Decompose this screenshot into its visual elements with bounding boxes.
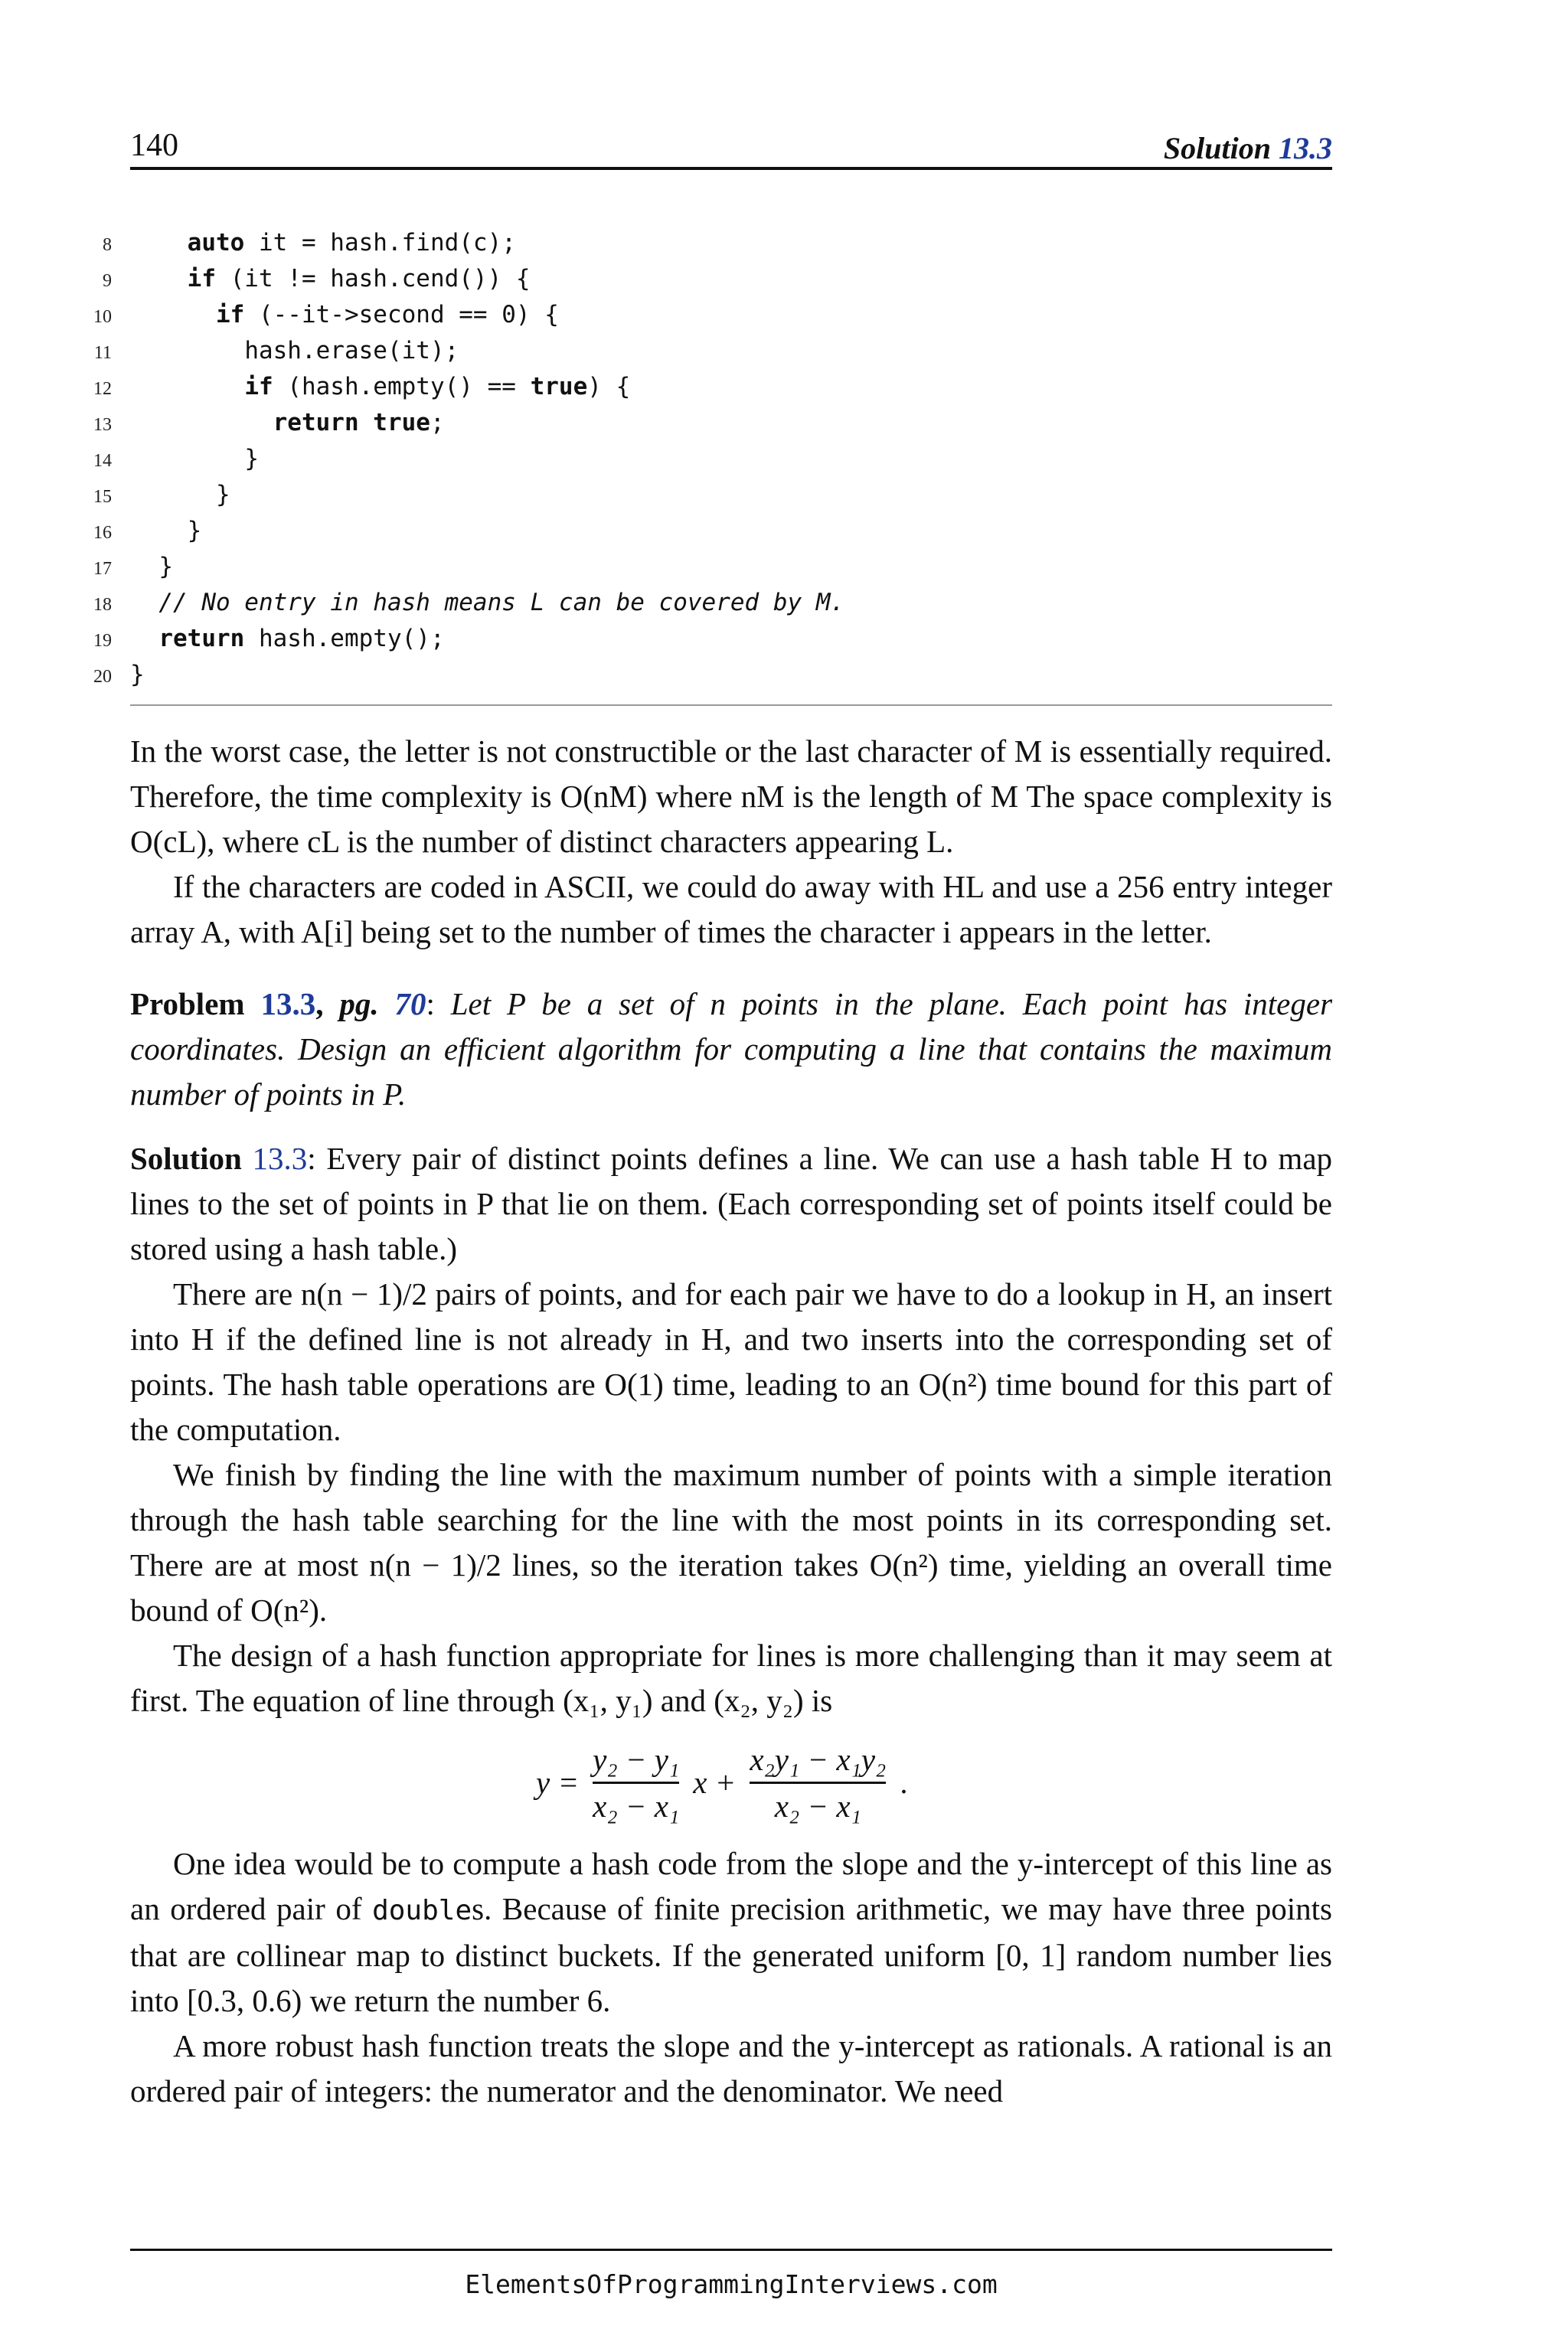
- code-text: (hash.empty() ==: [273, 373, 531, 400]
- code-line: [103, 225, 1332, 261]
- running-title-ref-link[interactable]: 13.3: [1279, 131, 1332, 165]
- problem-page-link[interactable]: 70: [394, 986, 426, 1021]
- running-title: [1164, 130, 1332, 166]
- footer-divider: [130, 2249, 1332, 2251]
- code-text: ) {: [587, 373, 631, 400]
- code-keyword: auto: [187, 229, 245, 256]
- code-divider: [130, 704, 1332, 706]
- code-text: }: [130, 661, 145, 688]
- fraction-denominator: x₂ − x₁: [593, 1788, 680, 1824]
- fraction-numerator: x₂y₁ − x₁y₂: [750, 1741, 887, 1777]
- equation-fraction-intercept: [750, 1741, 886, 1824]
- problem-pg-label: pg.: [339, 986, 379, 1021]
- paragraph-text: s. Because of finite precision arithmetic, we may have three points that are collinear map to distinct buckets. If the generated uniform [0, 1] random number lies into [0.3, 0.6) we return the number 6.: [130, 1891, 1333, 2018]
- fraction-bar: [750, 1782, 886, 1784]
- code-text: it = hash.find(c);: [244, 229, 516, 256]
- code-keyword: return: [273, 409, 359, 436]
- line-number: 19: [93, 631, 112, 651]
- footer-site-link[interactable]: ElementsOfProgrammingInterviews.com: [465, 2269, 998, 2299]
- code-keyword: if: [244, 373, 273, 400]
- code-text: (it != hash.cend()) {: [215, 265, 531, 292]
- code-text: }: [215, 481, 230, 508]
- paragraph: In the worst case, the letter is not constructible or the last character of M is essentially required. Therefore, the time complexity is O(nM) where nM is the length of M The space complexity is O(cL), where cL is the number of distinct characters appearing L.: [130, 733, 1332, 859]
- code-listing: [93, 225, 1332, 693]
- line-number: 17: [93, 559, 112, 579]
- fraction-numerator: y₂ − y₁: [593, 1741, 680, 1777]
- code-text: (--it->second == 0) {: [244, 301, 559, 328]
- code-line: [93, 369, 1332, 405]
- code-keyword: true: [530, 373, 588, 400]
- line-number: 16: [93, 523, 112, 543]
- code-line: [93, 405, 1332, 441]
- line-number: 9: [103, 271, 112, 291]
- code-text: hash.erase(it);: [244, 337, 459, 364]
- paragraph-text: One idea would be to compute a hash code from the slope and the y-intercept of this line as an ordered pair of: [130, 1846, 1332, 1926]
- problem-label: Problem: [130, 986, 245, 1021]
- code-line: [93, 297, 1332, 333]
- code-line: [93, 657, 1332, 693]
- code-keyword: true: [373, 409, 430, 436]
- problem-text: Let P be a set of n points in the plane. Each point has integer coordinates. Design an efficient algorithm for computing a line that contains the maximum number of points in P.: [130, 986, 1333, 1112]
- line-number: 14: [93, 451, 112, 471]
- line-number: 10: [93, 307, 112, 327]
- line-number: 18: [93, 595, 112, 615]
- line-equation: [130, 1737, 1332, 1828]
- equation-lhs: y =: [536, 1764, 580, 1800]
- line-number: 11: [93, 343, 112, 363]
- paragraph: There are n(n − 1)/2 pairs of points, and for each pair we have to do a lookup in H, an insert into H if the defined line is not already in H, and two inserts into the corresponding set of points. The hash table operations are O(1) time, leading to an O(n²) time bound for this part of the computation.: [130, 1276, 1332, 1447]
- code-comment: // No entry in hash means L can be covered by M.: [158, 589, 845, 616]
- equation-fraction-slope: [593, 1741, 679, 1824]
- page-header: [130, 121, 1332, 170]
- solution-text: Every pair of distinct points defines a line. We can use a hash table H to map lines to the set of points in P that lie on them. (Each corresponding set of points itself could be stored using a hash table.): [130, 1141, 1333, 1266]
- line-number: 8: [103, 235, 112, 255]
- paragraph: [130, 1841, 1332, 2024]
- code-line: [103, 261, 1332, 297]
- problem-statement: Problem 13.3, pg. 70: Let P be a set of n points in the plane. Each point has integer coordinates. Design an efficient algorithm for computing a line that contains the maximum number of points in P.: [130, 986, 1333, 1112]
- code-line: [93, 441, 1332, 477]
- solution-paragraph: Solution 13.3: Every pair of distinct points defines a line. We can use a hash table H to map lines to the set of points in P that lie on them. (Each corresponding set of points itself could be stored using a hash table.): [130, 1141, 1333, 1266]
- paragraph: A more robust hash function treats the slope and the y-intercept as rationals. A rational is an ordered pair of integers: the numerator and the denominator. We need: [130, 2028, 1332, 2109]
- page-number: 140: [130, 128, 178, 163]
- code-line: [93, 621, 1332, 657]
- line-number: 12: [93, 379, 112, 399]
- body-text: [130, 729, 1332, 2114]
- code-text: }: [187, 517, 202, 544]
- code-line: [93, 477, 1332, 513]
- code-text: }: [244, 445, 259, 472]
- code-keyword: if: [215, 301, 245, 328]
- paragraph: We finish by finding the line with the maximum number of points with a simple iteration through the hash table searching for the line with the most points in its corresponding set. There are at most n(n − 1)/2 lines, so the iteration takes O(n²) time, yielding an overall time bound of O(n²).: [130, 1457, 1332, 1628]
- paragraph: The design of a hash function appropriate for lines is more challenging than it may seem at first. The equation of line through (x₁, y₁) and (x₂, y₂) is: [130, 1638, 1332, 1718]
- equation-mid: x +: [693, 1764, 737, 1800]
- code-text: hash.empty();: [244, 625, 445, 652]
- fraction-denominator: x₂ − x₁: [774, 1788, 861, 1824]
- page: [93, 0, 1333, 2352]
- code-line: [93, 513, 1332, 549]
- code-keyword: if: [187, 265, 216, 292]
- equation-period: .: [900, 1764, 908, 1800]
- code-text: ;: [430, 409, 445, 436]
- code-keyword: return: [158, 625, 245, 652]
- code-line: [93, 585, 1332, 621]
- line-number: 15: [93, 487, 112, 507]
- problem-ref-link[interactable]: 13.3: [260, 986, 316, 1021]
- paragraph: If the characters are coded in ASCII, we could do away with HL and use a 256 entry integer array A, with A[i] being set to the number of times the character i appears in the letter.: [130, 869, 1332, 949]
- code-text: }: [158, 553, 173, 580]
- code-line: [93, 333, 1332, 369]
- code-line: [93, 549, 1332, 585]
- line-number: 13: [93, 415, 112, 435]
- solution-ref-link[interactable]: 13.3: [252, 1141, 308, 1176]
- fraction-bar: [593, 1782, 679, 1784]
- line-number: 20: [93, 667, 112, 687]
- code-inline: double: [372, 1895, 472, 1926]
- running-title-prefix: Solution: [1163, 131, 1271, 165]
- solution-label: Solution: [130, 1141, 242, 1176]
